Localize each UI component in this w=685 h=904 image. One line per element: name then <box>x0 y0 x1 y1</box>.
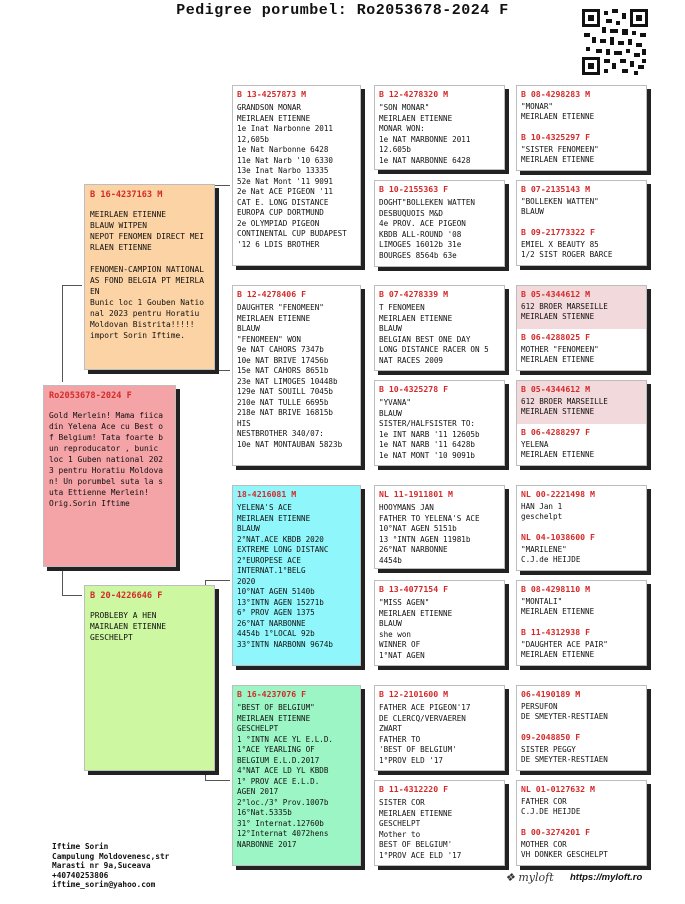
ring-code: B 11-4312220 F <box>379 784 449 794</box>
connector-line <box>62 285 63 382</box>
logo-icon: ❖ <box>505 871 515 884</box>
ring-code: B 12-4278406 F <box>237 289 307 299</box>
great-grandparent-card <box>374 85 505 170</box>
ancestor-female <box>517 529 646 571</box>
ancestor-female <box>517 224 646 266</box>
owner-contact: Iftime Sorin Campulung Moldovenesc,str Marasti nr 9a,Suceava +40740253806 iftime_sorin@yahoo.com <box>52 842 170 890</box>
ring-code: B 08-4298283 M <box>521 89 591 99</box>
description: "MONAR" MEIRLAEN ETIENNE <box>521 102 595 121</box>
description: DOGHT"BOLLEKEN WATTEN DESBUQUOIS M&D 4e PROV. ACE PIGEON KBDB ALL-ROUND '08 LIMOGES 16012b 31e BOURGES 8564b 63e <box>379 198 476 260</box>
ring-code: B 12-4278320 M <box>379 89 449 99</box>
ring-code: B 05-4344612 M <box>521 289 591 299</box>
description: YELENA MEIRLAEN ETIENNE <box>521 440 595 459</box>
ring-code: NL 11-1911801 M <box>379 489 453 499</box>
great-grandparent-card <box>374 580 505 666</box>
description: "MISS AGEN" MEIRLAEN ETIENNE BLAUW she won WINNER OF 1°NAT AGEN <box>379 598 453 660</box>
description: MOTHER COR VH DONKER GESCHELPT <box>521 840 608 859</box>
connector-line <box>62 285 82 286</box>
ancestor-female <box>517 329 646 371</box>
description: 612 BROER MARSEILLE MEIRLAEN STIENNE <box>521 302 608 321</box>
description: HAN Jan 1 geschelpt <box>521 502 563 521</box>
ring-code: Ro2053678-2024 F <box>49 391 132 401</box>
ancestor-male <box>517 381 646 424</box>
ancestor-pair-card <box>516 685 647 771</box>
connector-line <box>205 780 230 781</box>
grandparent-card <box>232 285 361 466</box>
great-grandparent-card <box>374 285 505 371</box>
connector-line <box>205 370 230 371</box>
ancestor-pair-card <box>516 380 647 466</box>
description: "MARILENE" C.J.de HEIJDE <box>521 545 581 564</box>
qr-code-icon <box>582 9 648 75</box>
description: 612 BROER MARSEILLE MEIRLAEN STIENNE <box>521 397 608 416</box>
great-grandparent-card <box>374 180 505 267</box>
description: GRANDSON MONAR MEIRLAEN ETIENNE 1e Inat Narbonne 2011 12,605b 1e Nat Narbonne 6428 11e Nat Narb '10 6330 13e Inat Narbo 13335 52e Nat Mont '11 9091 2e Nat ACE PIGEON '11 CAT E. LONG DISTANCE EUROPA CUP DORTMUND 2e OLYMPIAD PIGEON CONTINENTAL CUP BUDAPEST '12 6 LDIS BROTHER <box>237 103 347 249</box>
description: SISTER COR MEIRLAEN ETIENNE GESCHELPT Mother to BEST OF BELGIUM' 1°PROV ACE ELD '17 <box>379 798 462 860</box>
grandparent-card <box>232 685 361 866</box>
mother-card <box>84 585 215 771</box>
great-grandparent-card <box>374 485 505 569</box>
description: "SON MONAR" MEIRLAEN ETIENNE MONAR WON: 1e NAT MARBONNE 2011 12.605b 1e NAT NARBONNE 6428 <box>379 103 471 165</box>
great-grandparent-card <box>374 780 505 866</box>
ring-code: B 00-3274201 F <box>521 827 591 837</box>
ancestor-male <box>517 686 646 729</box>
ring-code: B 10-4325278 F <box>379 384 449 394</box>
ring-code: NL 01-0127632 M <box>521 784 595 794</box>
ancestor-female <box>517 424 646 466</box>
ring-code: B 07-4278339 M <box>379 289 449 299</box>
ancestor-male <box>517 581 646 624</box>
ancestor-male <box>517 181 646 224</box>
ring-code: B 05-4344612 M <box>521 384 591 394</box>
ancestor-pair-card <box>516 485 647 571</box>
ancestor-female <box>517 624 646 666</box>
description: DAUGHTER "FENOMEEN" MEIRLAEN ETIENNE BLAUW "FENOMEEN" WON 9e NAT CAHORS 7347b 10e NAT BRIVE 17456b 15e NAT CAHORS 8651b 23e NAT LIMOGES 10448b 129e NAT SOUILL 7045b 210e NAT TULLE 6695b 218e NAT BRIVE 16815b HIS NESTBROTHER 340/07: 10e NAT MONTAUBAN 5823b <box>237 303 343 449</box>
description: PROBLEBY A HEN MAIRLAEN ETIENNE GESCHELPT <box>90 611 167 642</box>
description: "DAUGHTER ACE PAIR" MEIRLAEN ETIENNE <box>521 640 608 659</box>
ring-code: B 06-4288025 F <box>521 332 591 342</box>
description: PERSUFON DE SMEYTER-RESTIAEN <box>521 702 608 721</box>
ring-code: B 20-4226646 F <box>90 591 163 601</box>
ring-code: 18-4216081 M <box>237 489 297 499</box>
ring-code: B 09-21773322 F <box>521 227 595 237</box>
ancestor-pair-card <box>516 180 647 266</box>
ring-code: B 13-4077154 F <box>379 584 449 594</box>
ancestor-female <box>517 129 646 171</box>
description: "BOLLEKEN WATTEN" BLAUW <box>521 197 599 216</box>
grandparent-card <box>232 85 361 266</box>
description: MOTHER "FENOMEEN" MEIRLAEN ETIENNE <box>521 345 599 364</box>
ancestor-male <box>517 486 646 529</box>
description: SISTER PEGGY DE SMEYTER-RESTIAEN <box>521 745 608 764</box>
description: "SISTER FENOMEEN" MEIRLAEN ETIENNE <box>521 145 599 164</box>
ancestor-male <box>517 286 646 329</box>
ancestor-male <box>517 781 646 824</box>
ring-code: NL 04-1038600 F <box>521 532 595 542</box>
ancestor-male <box>517 86 646 129</box>
father-card <box>84 184 215 370</box>
connector-line <box>205 580 230 581</box>
subject-card <box>43 385 176 567</box>
ancestor-pair-card <box>516 285 647 371</box>
ring-code: 06-4190189 M <box>521 689 581 699</box>
ring-code: 09-2048850 F <box>521 732 581 742</box>
ancestor-pair-card <box>516 85 647 171</box>
ring-code: B 10-2155363 F <box>379 184 449 194</box>
description: T FENOMEEN MEIRLAEN ETIENNE BLAUW BELGIAN BEST ONE DAY LONG DISTANCE RACER ON 5 NAT RACES 2009 <box>379 303 489 365</box>
great-grandparent-card <box>374 685 505 771</box>
description: Gold Merlein! Mama fiica din Yelena Ace cu Best o f Belgium! Tata foarte b un reproducator , bunic loc 1 Guben national 202 3 pentru Horatiu Moldova n! Un porumbel suta la s uta Ettienne Merlein! Orig.Sorin Iftime <box>49 411 164 508</box>
description: MEIRLAEN ETIENNE BLAUW WITPEN NEPOT FENOMEN DIRECT MEI RLAEN ETIENNE FENOMEN-CAMPION NATIONAL AS FOND BELGIA PT MEIRLA EN Bunic loc 1 Gouben Natio nal 2023 pentru Horatiu Moldovan Bistrita!!!!! import Sorin Iftime. <box>90 210 205 340</box>
ring-code: B 16-4237163 M <box>90 190 163 200</box>
grandparent-card <box>232 485 361 666</box>
description: FATHER COR C.J.DE HEIJDE <box>521 797 581 816</box>
description: YELENA'S ACE MEIRLAEN ETIENNE BLAUW 2°NAT.ACE KBDB 2020 EXTREME LONG DISTANC 2°EUROPESE ACE INTERNAT.1°BELG 2020 10°NAT AGEN 5140b 13°INTN AGEN 15271b 6° PROV AGEN 1375 26°NAT NARBONNE 4454b 1°LOCAL 92b 33°INTN NARBONN 9674b <box>237 503 334 649</box>
ring-code: B 10-4325297 F <box>521 132 591 142</box>
page-title: Pedigree porumbel: Ro2053678-2024 F <box>176 2 509 19</box>
description: HOOYMANS JAN FATHER TO YELENA'S ACE 10°NAT AGEN 5151b 13 °INTN AGEN 11981b 26°NAT NARBONNE 4454b <box>379 503 480 565</box>
ring-code: B 11-4312938 F <box>521 627 591 637</box>
description: "MONTALI" MEIRLAEN ETIENNE <box>521 597 595 616</box>
ring-code: B 08-4298110 M <box>521 584 591 594</box>
great-grandparent-card <box>374 380 505 466</box>
ring-code: B 07-2135143 M <box>521 184 591 194</box>
description: FATHER ACE PIGEON'17 DE CLERCQ/VERVAEREN ZWART FATHER TO 'BEST OF BELGIUM' 1°PROV ELD '17 <box>379 703 471 765</box>
ancestor-female <box>517 824 646 866</box>
ring-code: NL 00-2221498 M <box>521 489 595 499</box>
ancestor-pair-card <box>516 580 647 666</box>
ring-code: B 16-4237076 F <box>237 689 307 699</box>
description: EMIEL X BEAUTY 85 1/2 SIST ROGER BARCE <box>521 240 613 259</box>
connector-line <box>62 570 63 595</box>
ancestor-pair-card <box>516 780 647 866</box>
logo-text: myloft <box>518 871 554 884</box>
website-link[interactable]: https://myloft.ro <box>570 872 643 883</box>
description: "BEST OF BELGIUM" MEIRLAEN ETIENNE GESCHELPT 1 °INTN ACE YL E.L.D. 1°ACE YEARLING OF BELGIUM E.L.D.2017 4°NAT ACE LD YL KBDB 1° PROV ACE E.L.D. AGEN 2017 2°loc./3° Prov.1007b 16°Nat.5335b 31° Internat.12760b 12°Internat 4072hens NARBONNE 2017 <box>237 703 334 849</box>
ancestor-female <box>517 729 646 771</box>
connector-line <box>62 595 82 596</box>
myloft-logo <box>505 871 554 884</box>
ring-code: B 13-4257873 M <box>237 89 307 99</box>
ring-code: B 06-4288297 F <box>521 427 591 437</box>
description: "YVANA" BLAUW SISTER/HALFSISTER TO: 1e INT NARB '11 12605b 1e NAT NARB '11 6428b 1e NAT MONT '10 9091b <box>379 398 480 460</box>
ring-code: B 12-2101600 M <box>379 689 449 699</box>
